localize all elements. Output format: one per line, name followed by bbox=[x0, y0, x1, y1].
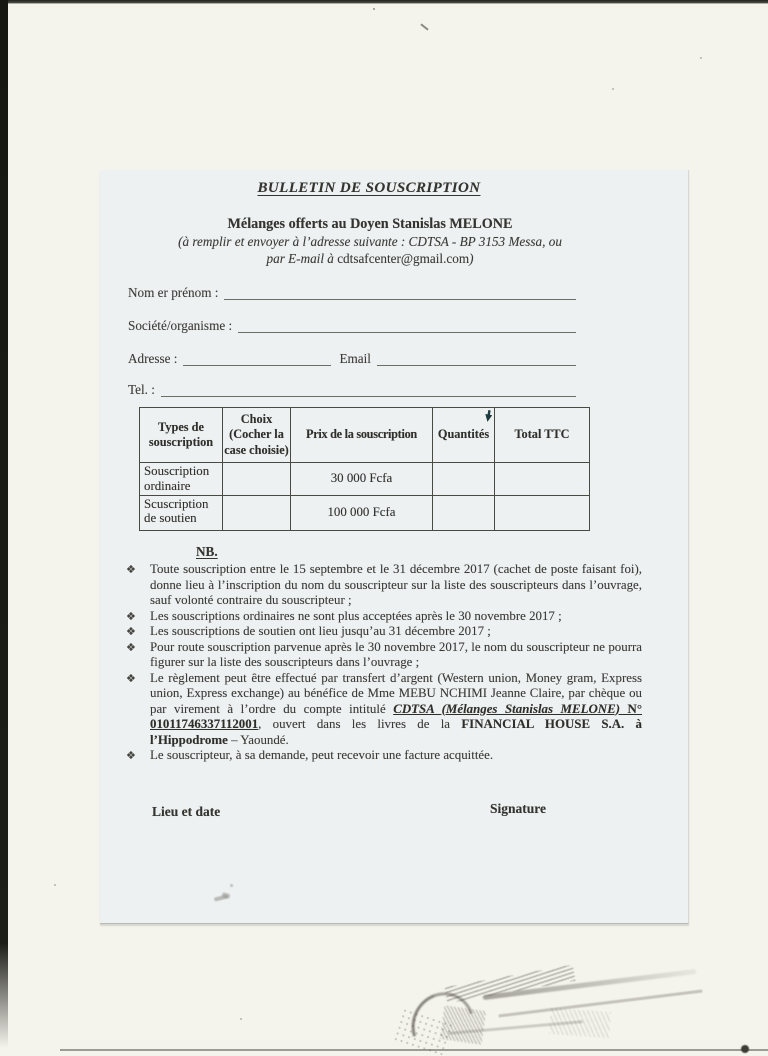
nb-item bbox=[124, 562, 642, 609]
table-row bbox=[140, 463, 590, 496]
diamond-bullet-icon: ❖ bbox=[126, 749, 136, 762]
cell-total bbox=[495, 463, 590, 496]
nb-heading: NB. bbox=[196, 544, 218, 559]
table-header-row bbox=[140, 408, 590, 463]
cell-total bbox=[495, 495, 590, 530]
payment-note-text: – Yaoundé. bbox=[227, 732, 289, 747]
header-choice-line1: Choix bbox=[240, 411, 273, 426]
cell-type: Scuscription de soutien bbox=[140, 495, 223, 530]
paper-speck bbox=[373, 8, 375, 10]
header-type: Types de souscription bbox=[140, 408, 223, 463]
nb-item-text bbox=[150, 671, 642, 749]
payment-note-text: , ouvert dans les livres de la bbox=[258, 717, 462, 731]
scan-edge-top bbox=[0, 0, 768, 4]
address-email-field-row bbox=[128, 350, 578, 368]
paper-speck bbox=[54, 884, 56, 886]
nb-list bbox=[124, 562, 642, 764]
organization-field-line bbox=[238, 317, 576, 333]
paper-speck bbox=[612, 88, 614, 90]
diamond-bullet-icon: ❖ bbox=[126, 671, 136, 685]
header-choice bbox=[223, 408, 291, 463]
scan-edge-left bbox=[0, 0, 8, 1048]
mailing-instructions-line1: (à remplir et envoyer à l’adresse suivante : CDTSA - BP 3153 Messa, ou bbox=[178, 234, 562, 249]
name-field-line bbox=[224, 284, 576, 300]
address-field-line bbox=[183, 350, 331, 366]
cell-choice bbox=[223, 495, 291, 530]
cell-choice bbox=[223, 463, 291, 496]
doc-subtitle: Mélanges offerts au Doyen Stanislas MELONE bbox=[227, 216, 513, 232]
email-field-line bbox=[377, 350, 576, 366]
email-address: cdtsafcenter@gmail.com bbox=[337, 250, 470, 266]
diamond-bullet-icon: ❖ bbox=[126, 625, 136, 638]
table-row bbox=[140, 495, 590, 530]
nb-item bbox=[124, 609, 642, 625]
mailing-instructions bbox=[100, 234, 640, 268]
mailing-instructions-line2-prefix: par E-mail à bbox=[266, 250, 338, 266]
email-field-label: Email bbox=[339, 351, 371, 366]
header-price: Prix de la souscription bbox=[291, 408, 433, 463]
phone-field-line bbox=[161, 381, 576, 397]
paper-speck bbox=[700, 57, 702, 59]
subscription-table bbox=[139, 407, 589, 531]
scan-corner-dot bbox=[741, 1045, 749, 1053]
pencil-smudge bbox=[390, 950, 735, 1056]
nb-item bbox=[124, 748, 642, 764]
nb-item-text: Les souscriptions ordinaires ne sont plus acceptées après le 30 novembre 2017 ; bbox=[150, 608, 562, 623]
smudge-grit bbox=[549, 1008, 611, 1038]
diamond-bullet-icon: ❖ bbox=[126, 563, 136, 576]
header-total: Total TTC bbox=[495, 408, 590, 463]
cell-quantity bbox=[433, 495, 495, 530]
header-quantity: Quantités bbox=[433, 408, 495, 463]
account-number: N° 01011746337112001 bbox=[150, 701, 643, 731]
phone-field-label: Tel. : bbox=[128, 382, 155, 397]
smudge-cluster bbox=[445, 965, 576, 1003]
account-name: CDTSA (Mélanges Stanislas MELONE) bbox=[393, 701, 620, 716]
nb-item-text: Toute souscription entre le 15 septembre et le 31 décembre 2017 (cachet de poste faisant foi), donne lieu à l’inscription du nom du souscripteur sur la liste des souscripteurs dans l’ouvrage, sauf volonté contraire du souscripteur ; bbox=[150, 562, 642, 607]
nb-item bbox=[124, 671, 642, 749]
cell-price: 100 000 Fcfa bbox=[291, 495, 433, 530]
signature-label: Signature bbox=[490, 801, 547, 816]
paper-scratch-mark bbox=[420, 23, 428, 30]
phone-field-row bbox=[128, 381, 578, 399]
subscription-form-sheet bbox=[100, 170, 689, 924]
bank-name: FINANCIAL HOUSE S.A. à l’Hippodrome bbox=[150, 717, 642, 747]
name-field-row bbox=[128, 284, 578, 302]
diamond-bullet-icon: ❖ bbox=[126, 609, 136, 623]
place-date-label: Lieu et date bbox=[152, 804, 221, 819]
nb-item bbox=[124, 624, 642, 640]
doc-title: BULLETIN DE SOUSCRIPTION bbox=[257, 180, 481, 196]
nb-item bbox=[124, 640, 642, 671]
mailing-instructions-line2-suffix: ) bbox=[469, 250, 474, 266]
nb-item-text: Le souscripteur, à sa demande, peut recevoir une facture acquittée. bbox=[150, 748, 494, 762]
cell-type: Souscription ordinaire bbox=[140, 463, 223, 496]
ink-smudge-small bbox=[212, 890, 236, 904]
payment-note-text: Le règlement peut être effectué par transfert d’argent (Western union, Money gram, Express union, Express exchange) au bénéfice de Mme MEBU NCHIMI Jeanne Claire, par chèque ou par virement à l’ordre du compte intitulé bbox=[150, 670, 642, 716]
address-field-label: Adresse : bbox=[128, 351, 178, 366]
organization-field-row bbox=[128, 317, 578, 335]
header-choice-line2: (Cocher la case choisie) bbox=[224, 427, 289, 457]
cell-price: 30 000 Fcfa bbox=[291, 463, 433, 496]
nb-item-text: Pour route souscription parvenue après le 30 novembre 2017, le nom du souscripteur ne pourra figurer sur la liste des souscripteurs dans l’ouvrage ; bbox=[150, 639, 642, 669]
nb-item-text: Les souscriptions de soutien ont lieu jusqu’au 31 décembre 2017 ; bbox=[150, 624, 491, 638]
name-field-label: Nom er prénom : bbox=[128, 285, 219, 300]
cell-quantity bbox=[433, 463, 495, 496]
organization-field-label: Société/organisme : bbox=[128, 318, 233, 333]
diamond-bullet-icon: ❖ bbox=[126, 640, 136, 654]
paper-speck bbox=[240, 1018, 242, 1020]
